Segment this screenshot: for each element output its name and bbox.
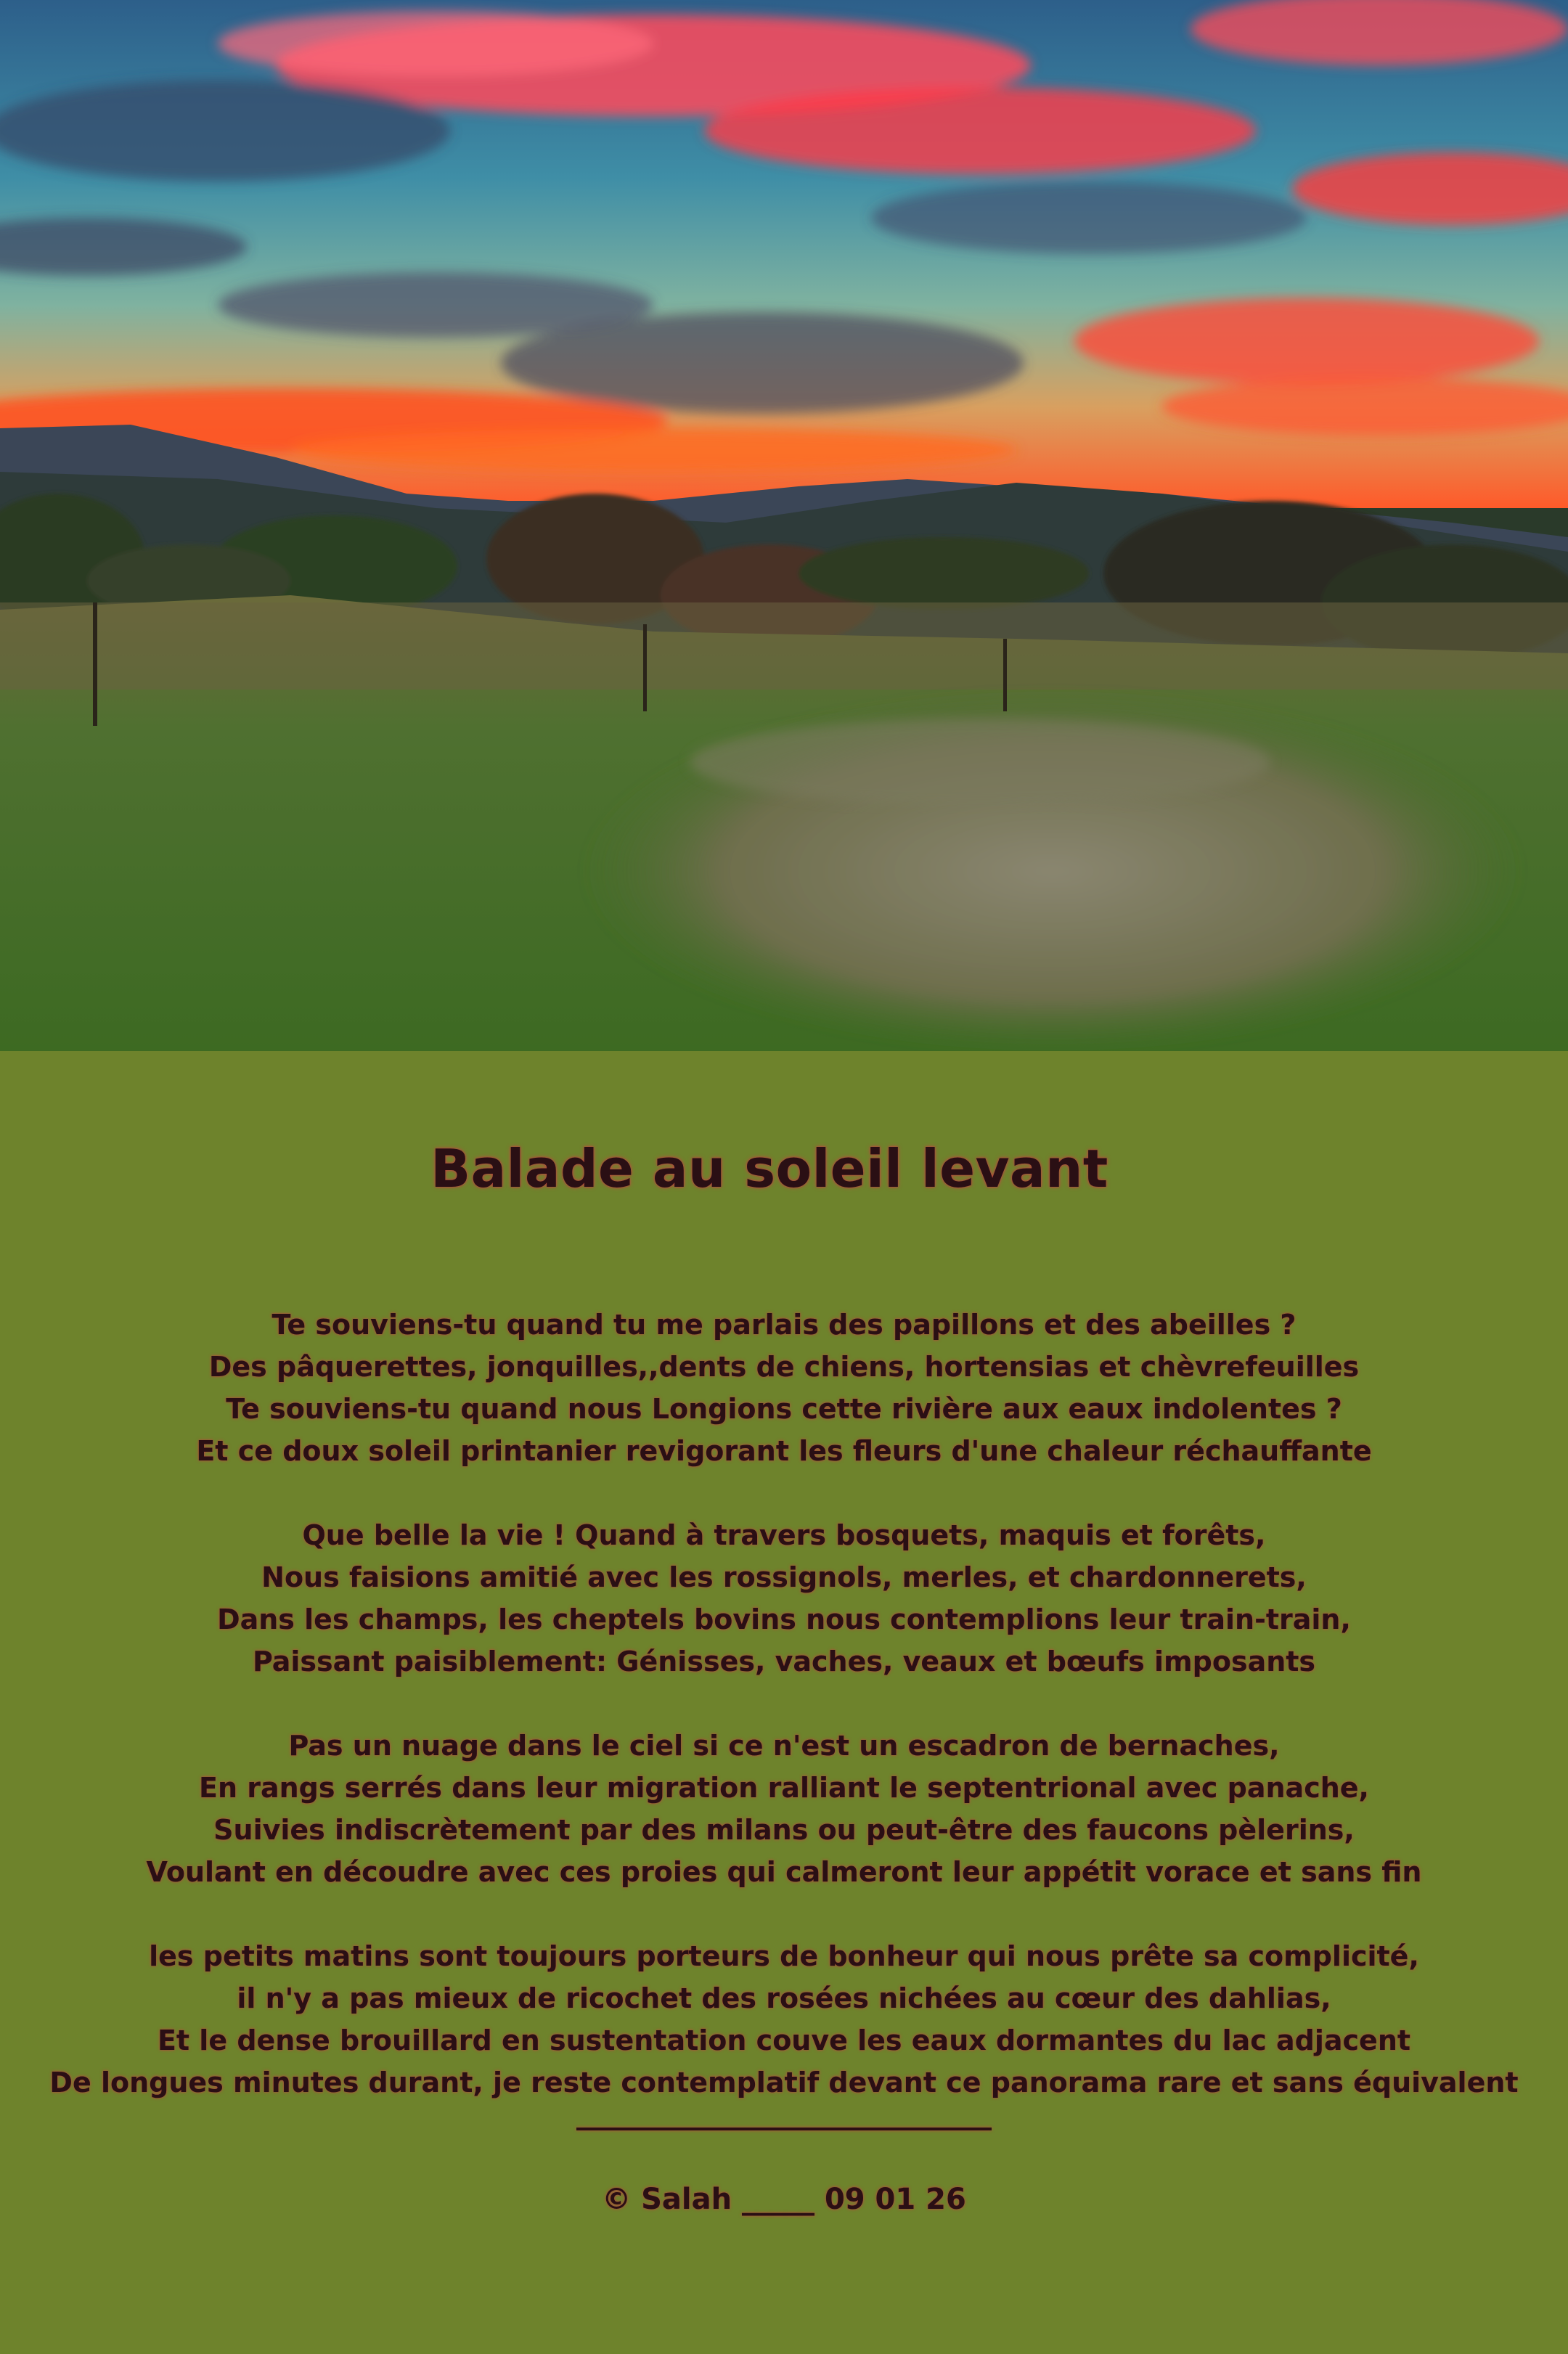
stanza-2 [0,1514,1568,1683]
poem-title: Balade au soleil levant [430,1138,1108,1199]
verse-line: Te souviens-tu quand tu me parlais des papillons et des abeilles ? [271,1309,1297,1341]
verse-line: Et ce doux soleil printanier revigorant les fleurs d'une chaleur réchauffante [196,1435,1372,1467]
verse-line: Dans les champs, les cheptels bovins nous contemplions leur train-train, [217,1603,1351,1635]
verse-line: En rangs serrés dans leur migration ralliant le septentrional avec panache, [199,1772,1369,1804]
poem-body [0,1304,1568,2104]
verse-line: Nous faisions amitié avec les rossignols, merles, et chardonnerets, [261,1561,1307,1593]
verse-line: Te souviens-tu quand nous Longions cette rivière aux eaux indolentes ? [226,1393,1342,1425]
verse-line: Paissant paisiblement: Génisses, vaches, veaux et bœufs imposants [252,1646,1316,1677]
stanza-4 [0,1935,1568,2104]
stanza-3 [0,1725,1568,1893]
verse-line: Et le dense brouillard en sustentation couve les eaux dormantes du lac adjacent [157,2024,1411,2056]
verse-line: Des pâquerettes, jonquilles,,dents de chiens, hortensias et chèvrefeuilles [208,1351,1360,1383]
stanza-1 [0,1304,1568,1472]
signature: © Salah _____ 09 01 26 [602,2183,966,2216]
verse-line: Que belle la vie ! Quand à travers bosquets, maquis et forêts, [302,1519,1266,1551]
sunrise-landscape-photo [0,0,1568,1051]
verse-line: Suivies indiscrètement par des milans ou peut-être des faucons pèlerins, [213,1814,1355,1846]
separator-line [576,2128,992,2130]
verse-line: De longues minutes durant, je reste contemplatif devant ce panorama rare et sans équivalent [49,2067,1519,2098]
verse-line: Voulant en découdre avec ces proies qui calmeront leur appétit vorace et sans fin [146,1856,1422,1888]
verse-line: Pas un nuage dans le ciel si ce n'est un escadron de bernaches, [288,1730,1280,1762]
poem-section [0,1051,1568,2354]
verse-line: il n'y a pas mieux de ricochet des rosées nichées au cœur des dahlias, [237,1982,1331,2014]
verse-line: les petits matins sont toujours porteurs de bonheur qui nous prête sa complicité, [149,1940,1419,1972]
